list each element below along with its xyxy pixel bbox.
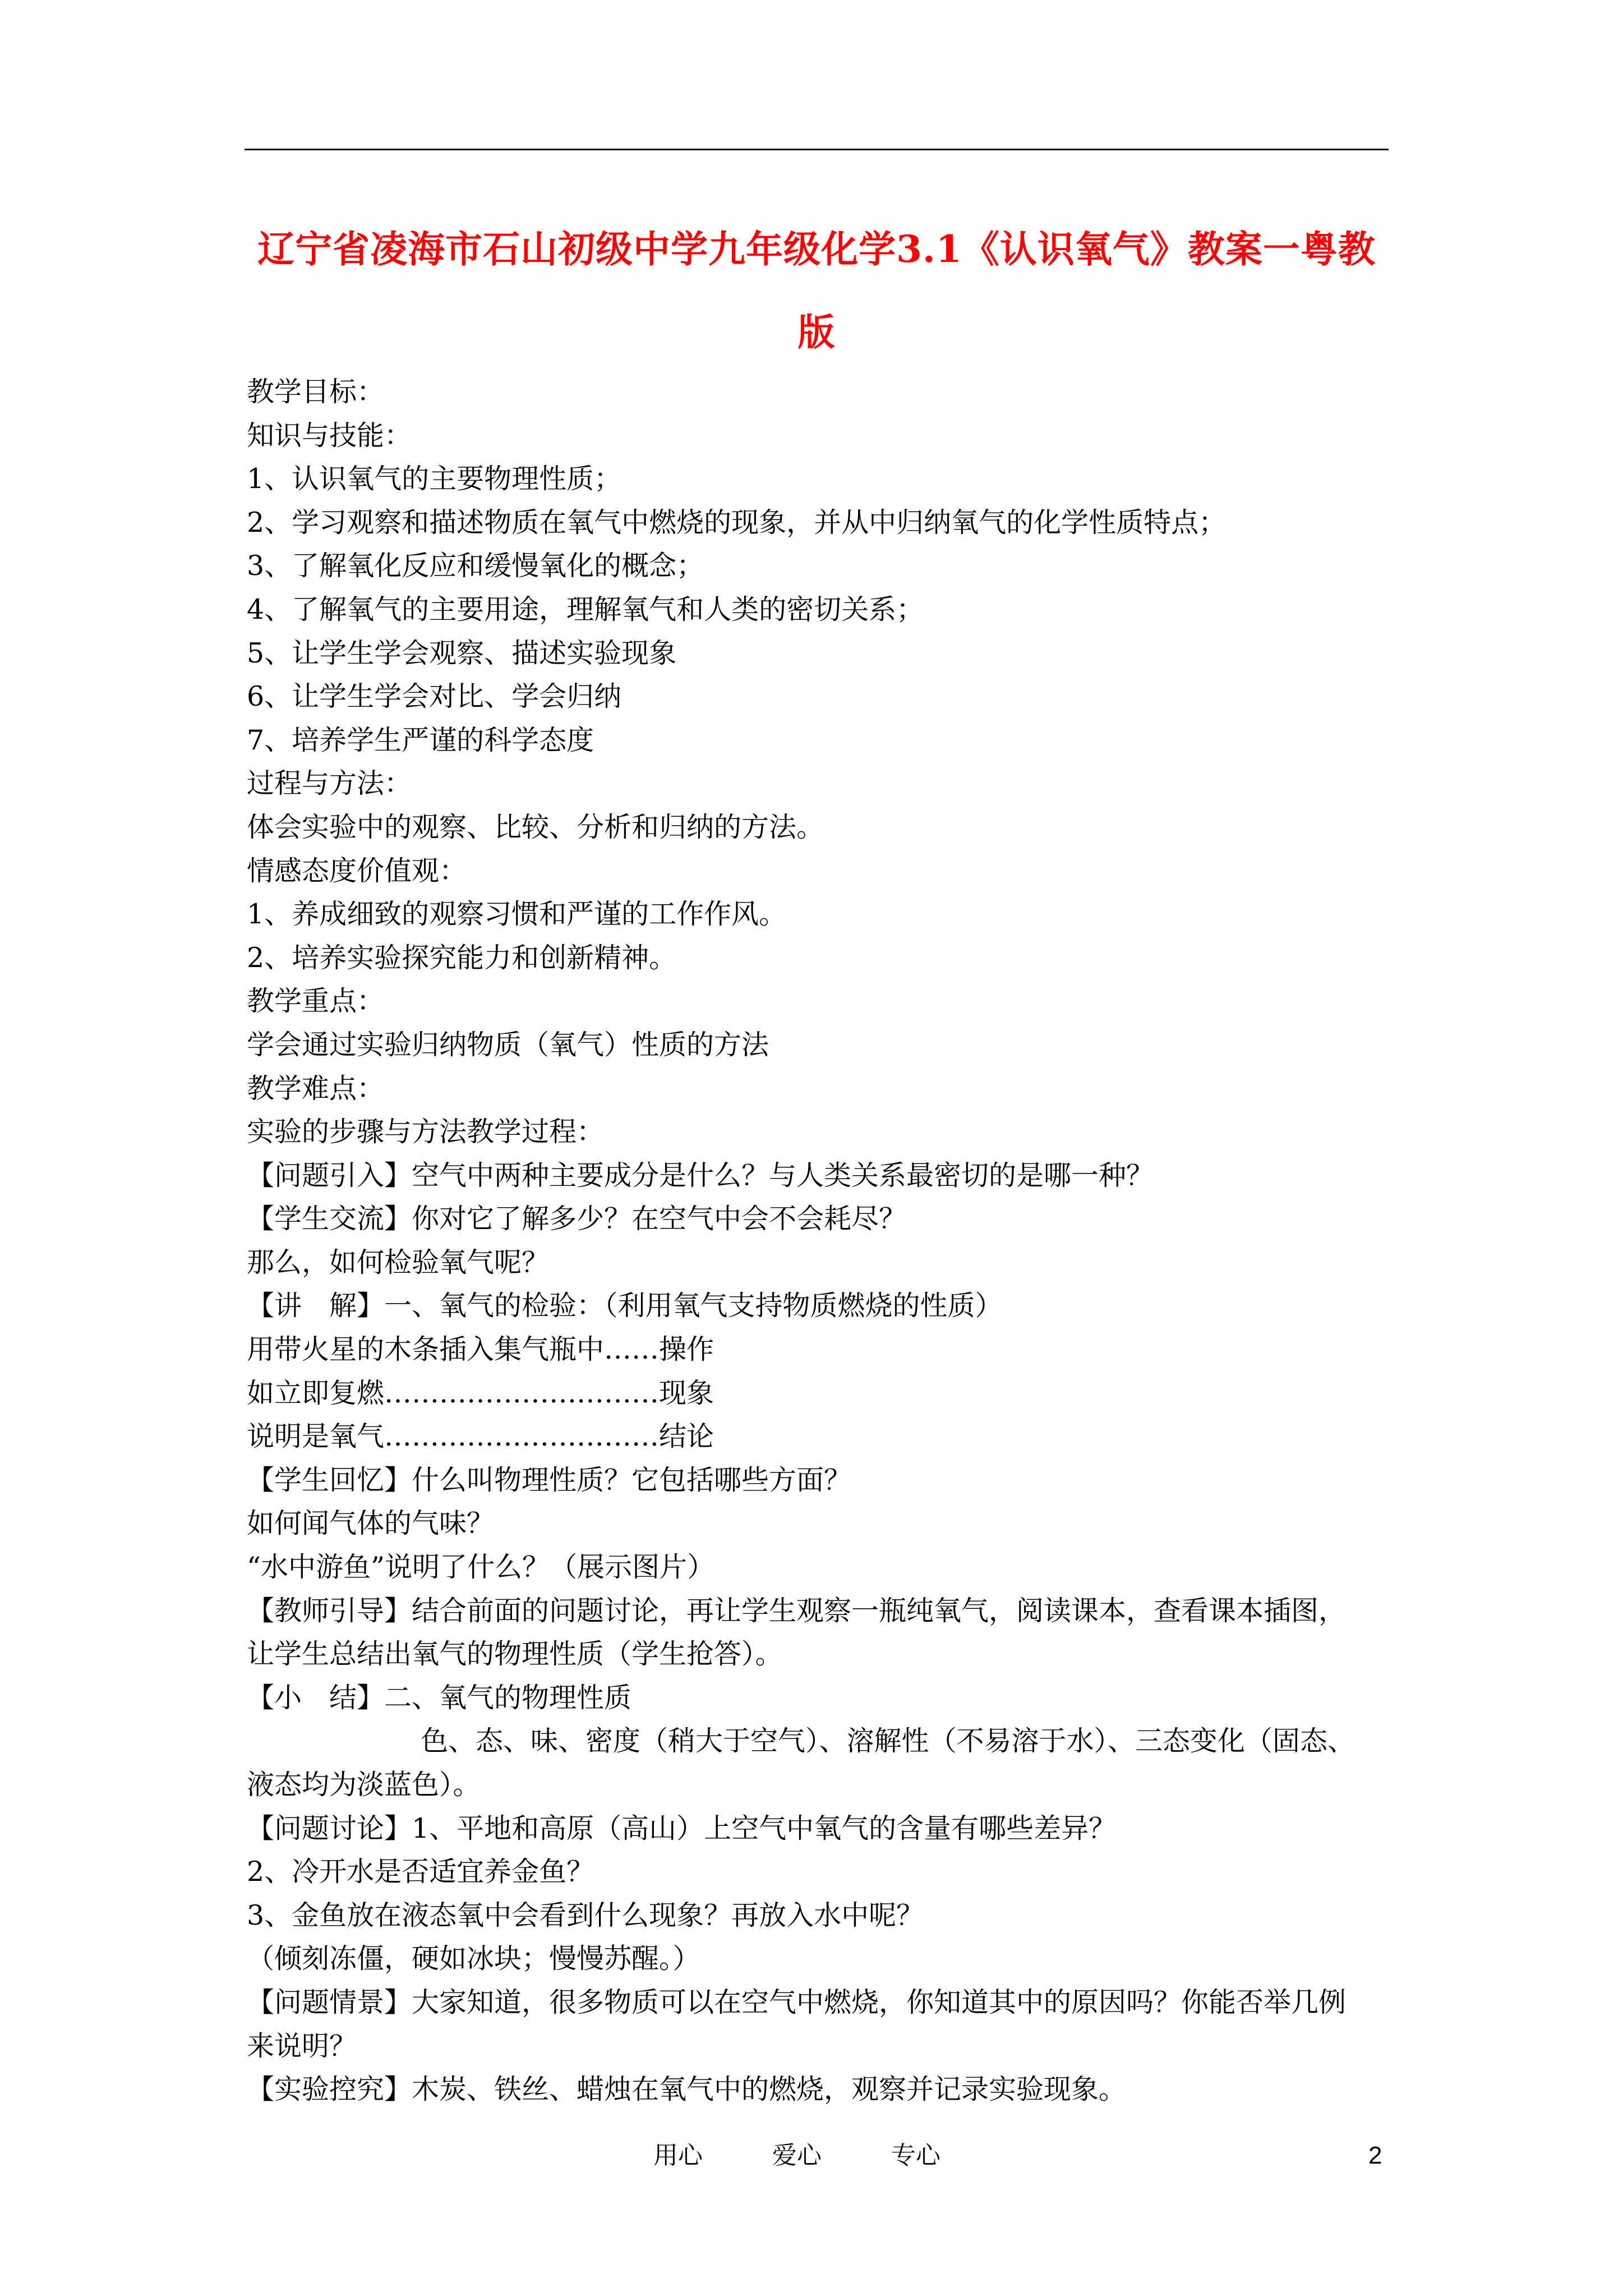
paragraph: 1、养成细致的观察习惯和严谨的工作作风。 [247, 898, 787, 931]
paragraph: 5、让学生学会观察、描述实验现象 [247, 637, 677, 669]
paragraph: 体会实验中的观察、比较、分析和归纳的方法。 [247, 811, 824, 843]
page-number: 2 [1368, 2142, 1382, 2169]
paragraph: 【学生回忆】什么叫物理性质？它包括哪些方面？ [247, 1464, 852, 1496]
footer-slogans [653, 2136, 940, 2175]
paragraph: 液态均为淡蓝色）。 [247, 1769, 481, 1801]
paragraph: 色、态、味、密度（稍大于空气）、溶解性（不易溶于水）、三态变化（固态、 [421, 1725, 1355, 1757]
paragraph: 【实验控究】木炭、铁丝、蜡烛在氧气中的燃烧，观察并记录实验现象。 [247, 2073, 1127, 2106]
document-body [247, 370, 1391, 2111]
paragraph: 4、了解氧气的主要用途，理解氧气和人类的密切关系； [247, 593, 924, 625]
paragraph: 学会通过实验归纳物质（氧气）性质的方法 [247, 1028, 769, 1061]
paragraph: 【问题引入】空气中两种主要成分是什么？与人类关系最密切的是哪一种？ [247, 1159, 1154, 1191]
paragraph: 【讲 解】一、氧气的检验：（利用氧气支持物质燃烧的性质） [247, 1290, 1003, 1322]
paragraph: 【教师引导】结合前面的问题讨论，再让学生观察一瓶纯氧气，阅读课本，查看课本插图， [247, 1594, 1347, 1627]
paragraph: 如何闻气体的气味？ [247, 1507, 495, 1540]
document-title [245, 208, 1389, 374]
paragraph: 2、培养实验探究能力和创新精神。 [247, 941, 677, 974]
paragraph: 6、让学生学会对比、学会归纳 [247, 680, 622, 713]
paragraph: 【问题讨论】1、平地和高原（高山）上空气中氧气的含量有哪些差异？ [247, 1812, 1117, 1844]
paragraph: 2、学习观察和描述物质在氧气中燃烧的现象，并从中归纳氧气的化学性质特点； [247, 506, 1227, 539]
title-line-1: 辽宁省凌海市石山初级中学九年级化学3.1《认识氧气》教案一粤教 [257, 227, 1376, 271]
paragraph: 来说明？ [247, 2030, 357, 2062]
footer-slogan: 用心 [653, 2141, 703, 2170]
paragraph: 情感态度价值观： [247, 854, 467, 887]
paragraph: 用带火星的木条插入集气瓶中……操作 [247, 1333, 714, 1366]
footer-slogan: 爱心 [772, 2141, 822, 2170]
paragraph: 【问题情景】大家知道，很多物质可以在空气中燃烧，你知道其中的原因吗？你能否举几例 [247, 1986, 1347, 2018]
paragraph: 如立即复燃…………………………现象 [247, 1377, 714, 1409]
paragraph: 7、培养学生严谨的科学态度 [247, 724, 594, 756]
paragraph: 教学重点： [247, 985, 385, 1018]
paragraph: 那么，如何检验氧气呢？ [247, 1246, 550, 1278]
paragraph: 知识与技能： [247, 419, 412, 452]
header-rule [245, 149, 1389, 150]
title-line-2: 版 [797, 310, 836, 354]
paragraph: 教学目标： [247, 376, 385, 408]
paragraph: 让学生总结出氧气的物理性质（学生抢答）。 [247, 1638, 783, 1671]
paragraph: 过程与方法： [247, 767, 412, 800]
paragraph: 3、金鱼放在液态氧中会看到什么现象？再放入水中呢？ [247, 1899, 924, 1931]
paragraph: 2、冷开水是否适宜养金鱼？ [247, 1856, 594, 1888]
paragraph: 【小 结】二、氧气的物理性质 [247, 1681, 632, 1714]
paragraph: 3、了解氧化反应和缓慢氧化的概念； [247, 550, 704, 582]
paragraph: “水中游鱼”说明了什么？（展示图片） [247, 1551, 715, 1584]
footer-slogan: 专心 [891, 2141, 940, 2170]
page-footer [0, 2136, 1623, 2175]
paragraph: 【学生交流】你对它了解多少？在空气中会不会耗尽？ [247, 1203, 907, 1235]
paragraph: （倾刻冻僵，硬如冰块；慢慢苏醒。） [247, 1943, 700, 1975]
paragraph: 教学难点： [247, 1072, 385, 1105]
paragraph: 实验的步骤与方法教学过程： [247, 1116, 605, 1148]
paragraph: 说明是氧气…………………………结论 [247, 1420, 714, 1453]
paragraph: 1、认识氧气的主要物理性质； [247, 463, 622, 495]
